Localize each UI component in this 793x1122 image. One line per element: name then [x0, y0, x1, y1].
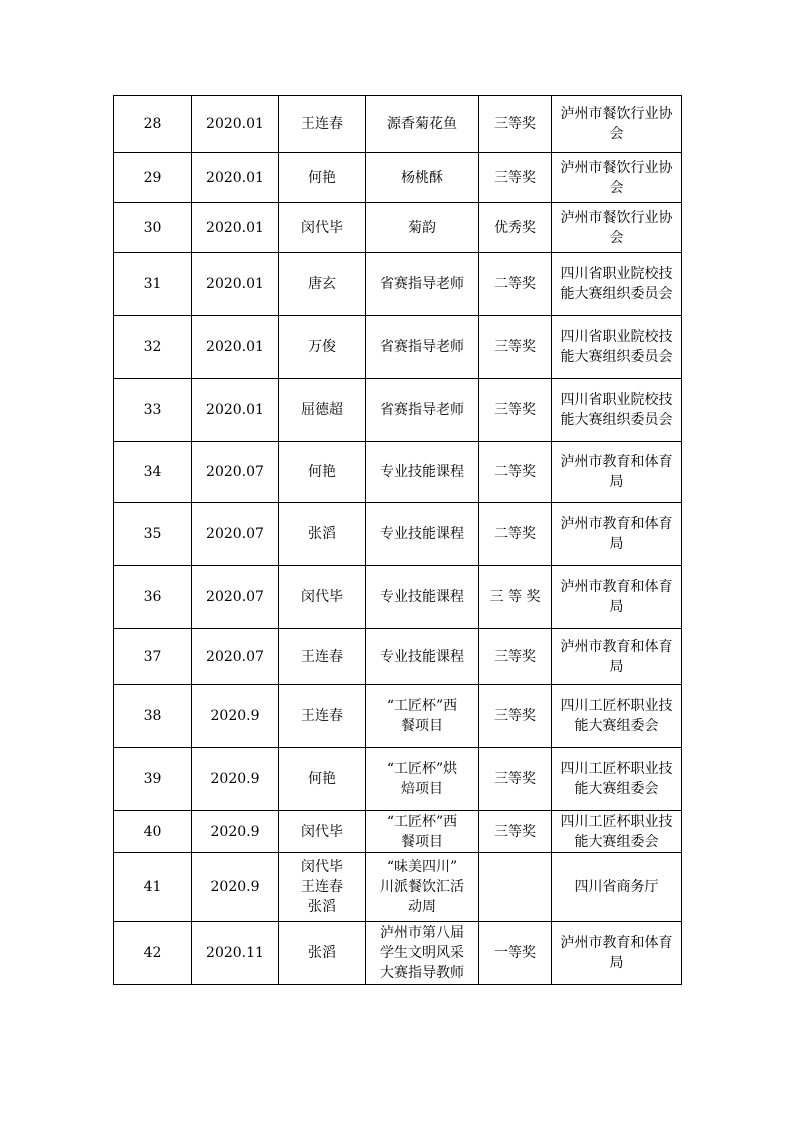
winner-names — [279, 203, 366, 253]
winner-name: 闵代毕 — [301, 859, 343, 875]
row-number: 33 — [114, 379, 192, 442]
award-item — [366, 811, 479, 853]
award-item — [366, 379, 479, 442]
winner-name: 张滔 — [308, 526, 336, 542]
award-level: 优秀奖 — [479, 203, 552, 253]
issuing-organization: 泸州市教育和体育局 — [552, 629, 682, 685]
award-level: 三等奖 — [479, 748, 552, 811]
winner-name: 闵代毕 — [301, 589, 343, 605]
award-item-line: 专业技能课程 — [380, 589, 464, 605]
award-date: 2020.07 — [192, 442, 279, 503]
award-item — [366, 316, 479, 379]
issuing-organization: 泸州市餐饮行业协会 — [552, 153, 682, 203]
row-number: 40 — [114, 811, 192, 853]
award-level: 二等奖 — [479, 442, 552, 503]
issuing-organization: 四川工匠杯职业技能大赛组委会 — [552, 748, 682, 811]
award-item — [366, 153, 479, 203]
award-date: 2020.01 — [192, 253, 279, 316]
award-level: 三等奖 — [479, 96, 552, 153]
award-item — [366, 503, 479, 566]
winner-names — [279, 316, 366, 379]
table-row — [114, 153, 682, 203]
row-number: 30 — [114, 203, 192, 253]
issuing-organization: 泸州市教育和体育局 — [552, 442, 682, 503]
issuing-organization: 四川省职业院校技能大赛组织委员会 — [552, 253, 682, 316]
table-row — [114, 566, 682, 629]
table-row — [114, 748, 682, 811]
award-item — [366, 922, 479, 985]
issuing-organization: 四川省职业院校技能大赛组织委员会 — [552, 316, 682, 379]
award-item-line: “工匠杯”烘 — [386, 761, 458, 777]
award-item-line: 焙项目 — [401, 781, 443, 797]
winner-name: 闵代毕 — [301, 219, 343, 236]
table-row — [114, 203, 682, 253]
winner-names — [279, 685, 366, 748]
winner-name: 闵代毕 — [301, 823, 343, 840]
award-level — [479, 853, 552, 922]
issuing-organization: 四川工匠杯职业技能大赛组委会 — [552, 685, 682, 748]
award-level: 三等奖 — [479, 379, 552, 442]
issuing-organization: 泸州市餐饮行业协会 — [552, 96, 682, 153]
issuing-organization: 泸州市教育和体育局 — [552, 922, 682, 985]
row-number: 36 — [114, 566, 192, 629]
award-level: 三等奖 — [479, 153, 552, 203]
winner-names — [279, 96, 366, 153]
winner-name: 王连春 — [301, 879, 343, 895]
award-item-line: 专业技能课程 — [380, 526, 464, 542]
table-row — [114, 316, 682, 379]
award-item-line: 省赛指导老师 — [380, 339, 464, 355]
award-date: 2020.9 — [192, 853, 279, 922]
award-date: 2020.11 — [192, 922, 279, 985]
award-level: 三等奖 — [479, 316, 552, 379]
award-item-line: 省赛指导老师 — [380, 276, 464, 292]
winner-names — [279, 566, 366, 629]
row-number: 37 — [114, 629, 192, 685]
winner-names — [279, 922, 366, 985]
award-item — [366, 685, 479, 748]
award-item — [366, 566, 479, 629]
award-item-line: 学生文明风采 — [380, 945, 464, 961]
winner-name: 何艳 — [308, 771, 336, 787]
winner-name: 屈德超 — [301, 402, 343, 418]
winner-name: 唐玄 — [308, 276, 336, 292]
award-date: 2020.9 — [192, 685, 279, 748]
award-date: 2020.9 — [192, 748, 279, 811]
row-number: 42 — [114, 922, 192, 985]
award-level: 二等奖 — [479, 253, 552, 316]
winner-names — [279, 253, 366, 316]
row-number: 35 — [114, 503, 192, 566]
award-date: 2020.01 — [192, 379, 279, 442]
winner-name: 何艳 — [308, 464, 336, 480]
award-item — [366, 253, 479, 316]
table-row — [114, 922, 682, 985]
award-item-line: 餐项目 — [401, 718, 443, 734]
row-number: 39 — [114, 748, 192, 811]
winner-names — [279, 503, 366, 566]
winner-name: 王连春 — [301, 648, 343, 665]
winner-names — [279, 379, 366, 442]
row-number: 41 — [114, 853, 192, 922]
row-number: 32 — [114, 316, 192, 379]
award-item-line: “味美四川” — [386, 859, 458, 875]
table-row — [114, 253, 682, 316]
award-item-line: “工匠杯”西 — [386, 698, 458, 714]
issuing-organization: 泸州市教育和体育局 — [552, 566, 682, 629]
award-date: 2020.9 — [192, 811, 279, 853]
award-date: 2020.01 — [192, 153, 279, 203]
award-item — [366, 853, 479, 922]
winner-names — [279, 629, 366, 685]
award-item-line: 大赛指导教师 — [380, 965, 464, 981]
award-item-line: 源香菊花鱼 — [387, 116, 457, 132]
issuing-organization: 四川省商务厅 — [552, 853, 682, 922]
award-level: 一等奖 — [479, 922, 552, 985]
issuing-organization: 四川工匠杯职业技能大赛组委会 — [552, 811, 682, 853]
winner-names — [279, 811, 366, 853]
winner-name: 张滔 — [308, 945, 336, 961]
award-item-line: 省赛指导老师 — [380, 402, 464, 418]
award-item-line: 杨桃酥 — [401, 169, 443, 186]
table-row — [114, 853, 682, 922]
award-level: 二等奖 — [479, 503, 552, 566]
winner-name: 王连春 — [301, 116, 343, 132]
winner-name: 何艳 — [308, 169, 336, 186]
award-date: 2020.07 — [192, 566, 279, 629]
row-number: 34 — [114, 442, 192, 503]
award-item-line: 泸州市第八届 — [380, 925, 464, 941]
issuing-organization: 泸州市教育和体育局 — [552, 503, 682, 566]
award-level: 三等奖 — [479, 685, 552, 748]
award-date: 2020.01 — [192, 96, 279, 153]
issuing-organization: 泸州市餐饮行业协会 — [552, 203, 682, 253]
issuing-organization: 四川省职业院校技能大赛组织委员会 — [552, 379, 682, 442]
awards-table-body — [114, 96, 682, 985]
winner-names — [279, 853, 366, 922]
table-row — [114, 503, 682, 566]
award-item — [366, 96, 479, 153]
winner-names — [279, 442, 366, 503]
award-level: 三等奖 — [479, 629, 552, 685]
table-row — [114, 629, 682, 685]
award-item-line: 菊韵 — [408, 219, 436, 236]
award-date: 2020.07 — [192, 629, 279, 685]
winner-names — [279, 153, 366, 203]
award-item — [366, 203, 479, 253]
award-item — [366, 442, 479, 503]
row-number: 31 — [114, 253, 192, 316]
winner-names — [279, 748, 366, 811]
award-item — [366, 748, 479, 811]
table-row — [114, 442, 682, 503]
award-item-line: 专业技能课程 — [380, 464, 464, 480]
table-row — [114, 685, 682, 748]
award-item-line: 动周 — [408, 899, 436, 915]
table-row — [114, 811, 682, 853]
award-item-line: 专业技能课程 — [380, 648, 464, 665]
awards-table — [113, 95, 682, 985]
row-number: 38 — [114, 685, 192, 748]
table-row — [114, 96, 682, 153]
row-number: 29 — [114, 153, 192, 203]
award-date: 2020.01 — [192, 316, 279, 379]
row-number: 28 — [114, 96, 192, 153]
table-row — [114, 379, 682, 442]
winner-name: 王连春 — [301, 708, 343, 724]
award-item-line: 川派餐饮汇活 — [380, 879, 464, 895]
award-level: 三 等 奖 — [479, 566, 552, 629]
award-date: 2020.01 — [192, 203, 279, 253]
award-level: 三等奖 — [479, 811, 552, 853]
winner-name: 万俊 — [308, 339, 336, 355]
award-item-line: “工匠杯”西 — [386, 813, 458, 830]
winner-name: 张滔 — [308, 899, 336, 915]
award-item-line: 餐项目 — [401, 833, 443, 850]
award-date: 2020.07 — [192, 503, 279, 566]
award-item — [366, 629, 479, 685]
